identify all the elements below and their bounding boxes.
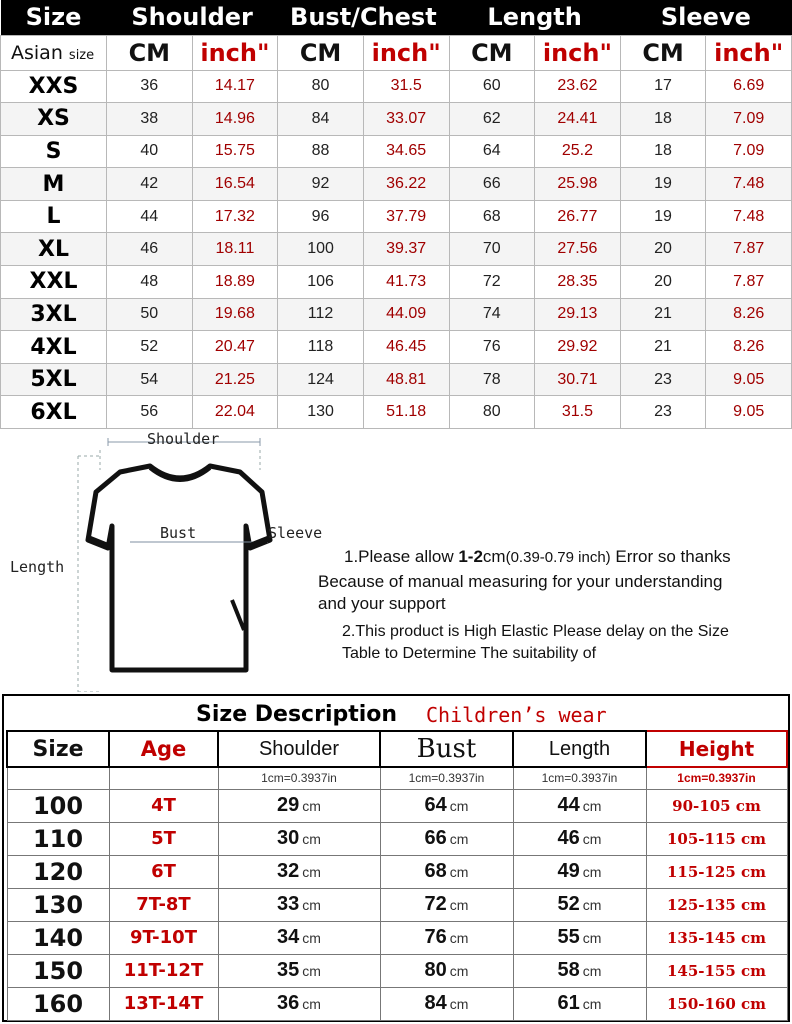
kids-shoulder-cell bbox=[218, 888, 380, 921]
bust-in-cell: 36.22 bbox=[363, 168, 449, 201]
kids-age-cell: 4T bbox=[109, 789, 218, 822]
children-size-row bbox=[7, 987, 787, 1020]
kids-length-cell bbox=[513, 789, 646, 822]
kids-bust-cell bbox=[380, 855, 513, 888]
kids-shoulder-value: 32 bbox=[277, 860, 300, 882]
kids-bust-cell bbox=[380, 822, 513, 855]
bust-cm-cell: 106 bbox=[278, 266, 364, 299]
kids-size-cell: 120 bbox=[7, 855, 109, 888]
adult-size-row bbox=[1, 233, 792, 266]
unit-cm-label: cm bbox=[582, 897, 602, 913]
size-label: 4XL bbox=[1, 331, 107, 364]
length-cm-cell: 68 bbox=[449, 200, 535, 233]
shoulder-in-cell: 20.47 bbox=[192, 331, 278, 364]
length-cm-cell: 74 bbox=[449, 298, 535, 331]
children-title-bar bbox=[4, 696, 788, 730]
shoulder-label: Shoulder bbox=[147, 430, 220, 448]
shoulder-cm-cell: 56 bbox=[107, 396, 193, 429]
length-cm-cell: 80 bbox=[449, 396, 535, 429]
kids-height-cell: 105-115 cm bbox=[646, 822, 787, 855]
bust-in-cell: 33.07 bbox=[363, 103, 449, 136]
shoulder-in-cell: 14.96 bbox=[192, 103, 278, 136]
sleeve-cm-cell: 18 bbox=[620, 135, 706, 168]
sleeve-in-cell: 7.87 bbox=[706, 233, 792, 266]
children-size-section bbox=[2, 694, 790, 1022]
kids-size-cell: 130 bbox=[7, 888, 109, 921]
kids-age-cell: 11T-12T bbox=[109, 954, 218, 987]
bust-cm-cell: 84 bbox=[278, 103, 364, 136]
length-cm-cell: 70 bbox=[449, 233, 535, 266]
kids-length-cell bbox=[513, 954, 646, 987]
bust-cm-cell: 100 bbox=[278, 233, 364, 266]
bust-cm-cell: 130 bbox=[278, 396, 364, 429]
kids-bust-value: 76 bbox=[424, 926, 447, 948]
children-size-row bbox=[7, 855, 787, 888]
shoulder-cm-cell: 40 bbox=[107, 135, 193, 168]
size-label: XL bbox=[1, 233, 107, 266]
kids-bust-cell bbox=[380, 789, 513, 822]
unit-cm: CM bbox=[620, 35, 706, 70]
unit-cm-label: cm bbox=[302, 864, 321, 880]
unit-cm-label: cm bbox=[302, 963, 321, 979]
bust-in-cell: 41.73 bbox=[363, 266, 449, 299]
kids-length-value: 58 bbox=[557, 959, 580, 981]
size-label: XXS bbox=[1, 70, 107, 103]
shoulder-cm-cell: 46 bbox=[107, 233, 193, 266]
bust-cm-cell: 96 bbox=[278, 200, 364, 233]
length-in-cell: 25.98 bbox=[535, 168, 621, 201]
kids-age-cell: 13T-14T bbox=[109, 987, 218, 1020]
length-in-cell: 31.5 bbox=[535, 396, 621, 429]
kids-shoulder-cell bbox=[218, 822, 380, 855]
length-cm-cell: 78 bbox=[449, 363, 535, 396]
kids-age-cell: 7T-8T bbox=[109, 888, 218, 921]
unit-inch: inch" bbox=[363, 35, 449, 70]
bust-cm-cell: 112 bbox=[278, 298, 364, 331]
adult-size-row bbox=[1, 200, 792, 233]
kids-length-cell bbox=[513, 921, 646, 954]
sleeve-cm-cell: 18 bbox=[620, 103, 706, 136]
sleeve-in-cell: 9.05 bbox=[706, 363, 792, 396]
sleeve-cm-cell: 19 bbox=[620, 200, 706, 233]
kids-header-size: Size bbox=[7, 731, 109, 767]
shoulder-in-cell: 21.25 bbox=[192, 363, 278, 396]
unit-note-shoulder: 1cm=0.3937in bbox=[218, 767, 380, 789]
kids-shoulder-value: 30 bbox=[277, 827, 300, 849]
shoulder-in-cell: 16.54 bbox=[192, 168, 278, 201]
unit-note-empty bbox=[7, 767, 109, 789]
unit-cm-label: cm bbox=[582, 996, 602, 1012]
kids-shoulder-value: 35 bbox=[277, 959, 300, 981]
kids-shoulder-cell bbox=[218, 789, 380, 822]
kids-bust-cell bbox=[380, 987, 513, 1020]
kids-shoulder-value: 36 bbox=[277, 992, 300, 1014]
adult-size-row bbox=[1, 135, 792, 168]
header-shoulder: Shoulder bbox=[107, 0, 278, 35]
kids-shoulder-cell bbox=[218, 954, 380, 987]
kids-shoulder-cell bbox=[218, 921, 380, 954]
kids-bust-cell bbox=[380, 921, 513, 954]
kids-age-cell: 5T bbox=[109, 822, 218, 855]
kids-length-value: 44 bbox=[557, 794, 580, 816]
length-in-cell: 25.2 bbox=[535, 135, 621, 168]
length-in-cell: 26.77 bbox=[535, 200, 621, 233]
bust-label: Bust bbox=[160, 524, 197, 542]
children-header-row bbox=[7, 731, 787, 767]
shoulder-cm-cell: 50 bbox=[107, 298, 193, 331]
unit-cm-label: cm bbox=[582, 831, 602, 847]
shoulder-cm-cell: 36 bbox=[107, 70, 193, 103]
kids-size-cell: 100 bbox=[7, 789, 109, 822]
unit-note-length: 1cm=0.3937in bbox=[513, 767, 646, 789]
length-in-cell: 24.41 bbox=[535, 103, 621, 136]
unit-note-bust: 1cm=0.3937in bbox=[380, 767, 513, 789]
kids-length-cell bbox=[513, 888, 646, 921]
kids-size-cell: 150 bbox=[7, 954, 109, 987]
kids-header-length: Length bbox=[513, 731, 646, 767]
size-label: XS bbox=[1, 103, 107, 136]
note-1-line-3: and your support bbox=[318, 594, 446, 613]
kids-length-value: 61 bbox=[557, 992, 580, 1014]
adult-size-row bbox=[1, 70, 792, 103]
unit-cm-label: cm bbox=[449, 963, 469, 979]
kids-height-cell: 115-125 cm bbox=[646, 855, 787, 888]
note-1-line-1: 1.Please allow 1-2cm(0.39-0.79 inch) Error so thanks bbox=[344, 547, 731, 566]
size-label: 6XL bbox=[1, 396, 107, 429]
kids-size-cell: 140 bbox=[7, 921, 109, 954]
kids-age-cell: 9T-10T bbox=[109, 921, 218, 954]
unit-cm-label: cm bbox=[582, 930, 602, 946]
shoulder-cm-cell: 52 bbox=[107, 331, 193, 364]
sleeve-cm-cell: 20 bbox=[620, 266, 706, 299]
kids-header-shoulder: Shoulder bbox=[218, 731, 380, 767]
note-1-line-2: Because of manual measuring for your understanding bbox=[318, 572, 723, 591]
sleeve-cm-cell: 23 bbox=[620, 363, 706, 396]
unit-cm-label: cm bbox=[302, 798, 321, 814]
unit-cm-label: cm bbox=[582, 963, 602, 979]
header-size: Size bbox=[1, 0, 107, 35]
size-label: XXL bbox=[1, 266, 107, 299]
adult-size-row bbox=[1, 168, 792, 201]
kids-length-value: 46 bbox=[557, 827, 580, 849]
bust-in-cell: 46.45 bbox=[363, 331, 449, 364]
shoulder-in-cell: 14.17 bbox=[192, 70, 278, 103]
kids-length-value: 55 bbox=[557, 926, 580, 948]
unit-cm-label: cm bbox=[302, 996, 321, 1012]
sleeve-in-cell: 7.09 bbox=[706, 103, 792, 136]
bust-in-cell: 37.79 bbox=[363, 200, 449, 233]
adult-size-row bbox=[1, 298, 792, 331]
kids-bust-value: 72 bbox=[424, 893, 447, 915]
kids-shoulder-cell bbox=[218, 987, 380, 1020]
header-length: Length bbox=[449, 0, 620, 35]
children-unit-row bbox=[7, 767, 787, 789]
kids-bust-cell bbox=[380, 954, 513, 987]
note-2-line-2: Table to Determine The suitability of bbox=[342, 645, 597, 662]
bust-in-cell: 48.81 bbox=[363, 363, 449, 396]
kids-bust-value: 66 bbox=[424, 827, 447, 849]
unit-note-empty bbox=[109, 767, 218, 789]
unit-cm-label: cm bbox=[582, 798, 602, 814]
children-size-row bbox=[7, 921, 787, 954]
length-cm-cell: 72 bbox=[449, 266, 535, 299]
bust-in-cell: 44.09 bbox=[363, 298, 449, 331]
adult-size-table bbox=[0, 0, 792, 429]
children-size-row bbox=[7, 822, 787, 855]
length-cm-cell: 60 bbox=[449, 70, 535, 103]
sleeve-cm-cell: 23 bbox=[620, 396, 706, 429]
sleeve-in-cell: 7.48 bbox=[706, 168, 792, 201]
bust-cm-cell: 80 bbox=[278, 70, 364, 103]
length-cm-cell: 76 bbox=[449, 331, 535, 364]
note-2-line-1: 2.This product is High Elastic Please delay on the Size bbox=[342, 623, 729, 640]
adult-unit-row bbox=[1, 35, 792, 70]
bust-in-cell: 31.5 bbox=[363, 70, 449, 103]
children-size-row bbox=[7, 888, 787, 921]
kids-length-value: 52 bbox=[557, 893, 580, 915]
kids-age-cell: 6T bbox=[109, 855, 218, 888]
adult-size-row bbox=[1, 396, 792, 429]
unit-cm: CM bbox=[449, 35, 535, 70]
measurement-diagram bbox=[0, 430, 323, 692]
kids-bust-cell bbox=[380, 888, 513, 921]
kids-length-cell bbox=[513, 987, 646, 1020]
adult-size-row bbox=[1, 363, 792, 396]
header-bust-chest: Bust/Chest bbox=[278, 0, 449, 35]
kids-height-cell: 145-155 cm bbox=[646, 954, 787, 987]
asian-size-label: Asian size bbox=[1, 35, 107, 70]
kids-bust-value: 68 bbox=[424, 860, 447, 882]
bust-in-cell: 51.18 bbox=[363, 396, 449, 429]
unit-cm-label: cm bbox=[302, 831, 321, 847]
sleeve-in-cell: 9.05 bbox=[706, 396, 792, 429]
shoulder-in-cell: 22.04 bbox=[192, 396, 278, 429]
bust-cm-cell: 124 bbox=[278, 363, 364, 396]
unit-cm: CM bbox=[278, 35, 364, 70]
size-label: 5XL bbox=[1, 363, 107, 396]
sleeve-in-cell: 7.09 bbox=[706, 135, 792, 168]
unit-cm-label: cm bbox=[582, 864, 602, 880]
unit-note-height: 1cm=0.3937in bbox=[646, 767, 787, 789]
sleeve-in-cell: 6.69 bbox=[706, 70, 792, 103]
length-in-cell: 27.56 bbox=[535, 233, 621, 266]
size-label: L bbox=[1, 200, 107, 233]
sleeve-cm-cell: 17 bbox=[620, 70, 706, 103]
adult-size-row bbox=[1, 103, 792, 136]
unit-cm-label: cm bbox=[449, 864, 469, 880]
kids-shoulder-value: 34 bbox=[277, 926, 300, 948]
bust-in-cell: 34.65 bbox=[363, 135, 449, 168]
sleeve-cm-cell: 20 bbox=[620, 233, 706, 266]
unit-inch: inch" bbox=[706, 35, 792, 70]
kids-shoulder-cell bbox=[218, 855, 380, 888]
bust-in-cell: 39.37 bbox=[363, 233, 449, 266]
adult-size-row bbox=[1, 266, 792, 299]
size-description-title: Size Description bbox=[196, 702, 398, 727]
shoulder-cm-cell: 48 bbox=[107, 266, 193, 299]
kids-size-cell: 110 bbox=[7, 822, 109, 855]
shoulder-in-cell: 15.75 bbox=[192, 135, 278, 168]
unit-cm-label: cm bbox=[449, 798, 469, 814]
bust-cm-cell: 92 bbox=[278, 168, 364, 201]
length-in-cell: 29.13 bbox=[535, 298, 621, 331]
sleeve-label: Sleeve bbox=[268, 524, 323, 542]
kids-bust-value: 64 bbox=[424, 794, 447, 816]
kids-length-cell bbox=[513, 855, 646, 888]
kids-length-cell bbox=[513, 822, 646, 855]
shoulder-cm-cell: 42 bbox=[107, 168, 193, 201]
shoulder-in-cell: 18.89 bbox=[192, 266, 278, 299]
unit-cm-label: cm bbox=[449, 831, 469, 847]
unit-cm-label: cm bbox=[302, 897, 321, 913]
children-size-row bbox=[7, 789, 787, 822]
kids-size-cell: 160 bbox=[7, 987, 109, 1020]
childrens-wear-subtitle: Children’s wear bbox=[426, 703, 607, 727]
unit-cm: CM bbox=[107, 35, 193, 70]
length-label: Length bbox=[10, 558, 65, 576]
unit-cm-label: cm bbox=[449, 996, 469, 1012]
length-cm-cell: 64 bbox=[449, 135, 535, 168]
kids-header-height: Height bbox=[646, 731, 787, 767]
sleeve-in-cell: 8.26 bbox=[706, 298, 792, 331]
length-in-cell: 29.92 bbox=[535, 331, 621, 364]
kids-height-cell: 90-105 cm bbox=[646, 789, 787, 822]
length-cm-cell: 66 bbox=[449, 168, 535, 201]
kids-height-cell: 125-135 cm bbox=[646, 888, 787, 921]
shoulder-cm-cell: 38 bbox=[107, 103, 193, 136]
shoulder-in-cell: 17.32 bbox=[192, 200, 278, 233]
sleeve-in-cell: 8.26 bbox=[706, 331, 792, 364]
kids-bust-value: 84 bbox=[424, 992, 447, 1014]
unit-cm-label: cm bbox=[449, 897, 469, 913]
sleeve-cm-cell: 19 bbox=[620, 168, 706, 201]
adult-size-row bbox=[1, 331, 792, 364]
unit-inch: inch" bbox=[535, 35, 621, 70]
size-label: 3XL bbox=[1, 298, 107, 331]
unit-cm-label: cm bbox=[302, 930, 321, 946]
children-size-table bbox=[6, 730, 788, 1021]
length-in-cell: 28.35 bbox=[535, 266, 621, 299]
size-label: S bbox=[1, 135, 107, 168]
shoulder-in-cell: 18.11 bbox=[192, 233, 278, 266]
unit-inch: inch" bbox=[192, 35, 278, 70]
children-size-row bbox=[7, 954, 787, 987]
adult-header-row bbox=[1, 0, 792, 35]
bust-cm-cell: 88 bbox=[278, 135, 364, 168]
shoulder-cm-cell: 44 bbox=[107, 200, 193, 233]
kids-header-age: Age bbox=[109, 731, 218, 767]
kids-height-cell: 135-145 cm bbox=[646, 921, 787, 954]
length-in-cell: 30.71 bbox=[535, 363, 621, 396]
size-label: M bbox=[1, 168, 107, 201]
kids-shoulder-value: 33 bbox=[277, 893, 300, 915]
kids-length-value: 49 bbox=[557, 860, 580, 882]
length-in-cell: 23.62 bbox=[535, 70, 621, 103]
kids-shoulder-value: 29 bbox=[277, 794, 300, 816]
sleeve-cm-cell: 21 bbox=[620, 331, 706, 364]
shoulder-cm-cell: 54 bbox=[107, 363, 193, 396]
sleeve-in-cell: 7.48 bbox=[706, 200, 792, 233]
shoulder-in-cell: 19.68 bbox=[192, 298, 278, 331]
header-sleeve: Sleeve bbox=[620, 0, 791, 35]
kids-height-cell: 150-160 cm bbox=[646, 987, 787, 1020]
bust-cm-cell: 118 bbox=[278, 331, 364, 364]
length-cm-cell: 62 bbox=[449, 103, 535, 136]
unit-cm-label: cm bbox=[449, 930, 469, 946]
kids-bust-value: 80 bbox=[424, 959, 447, 981]
sleeve-cm-cell: 21 bbox=[620, 298, 706, 331]
kids-header-bust: Bust bbox=[380, 731, 513, 767]
sleeve-in-cell: 7.87 bbox=[706, 266, 792, 299]
